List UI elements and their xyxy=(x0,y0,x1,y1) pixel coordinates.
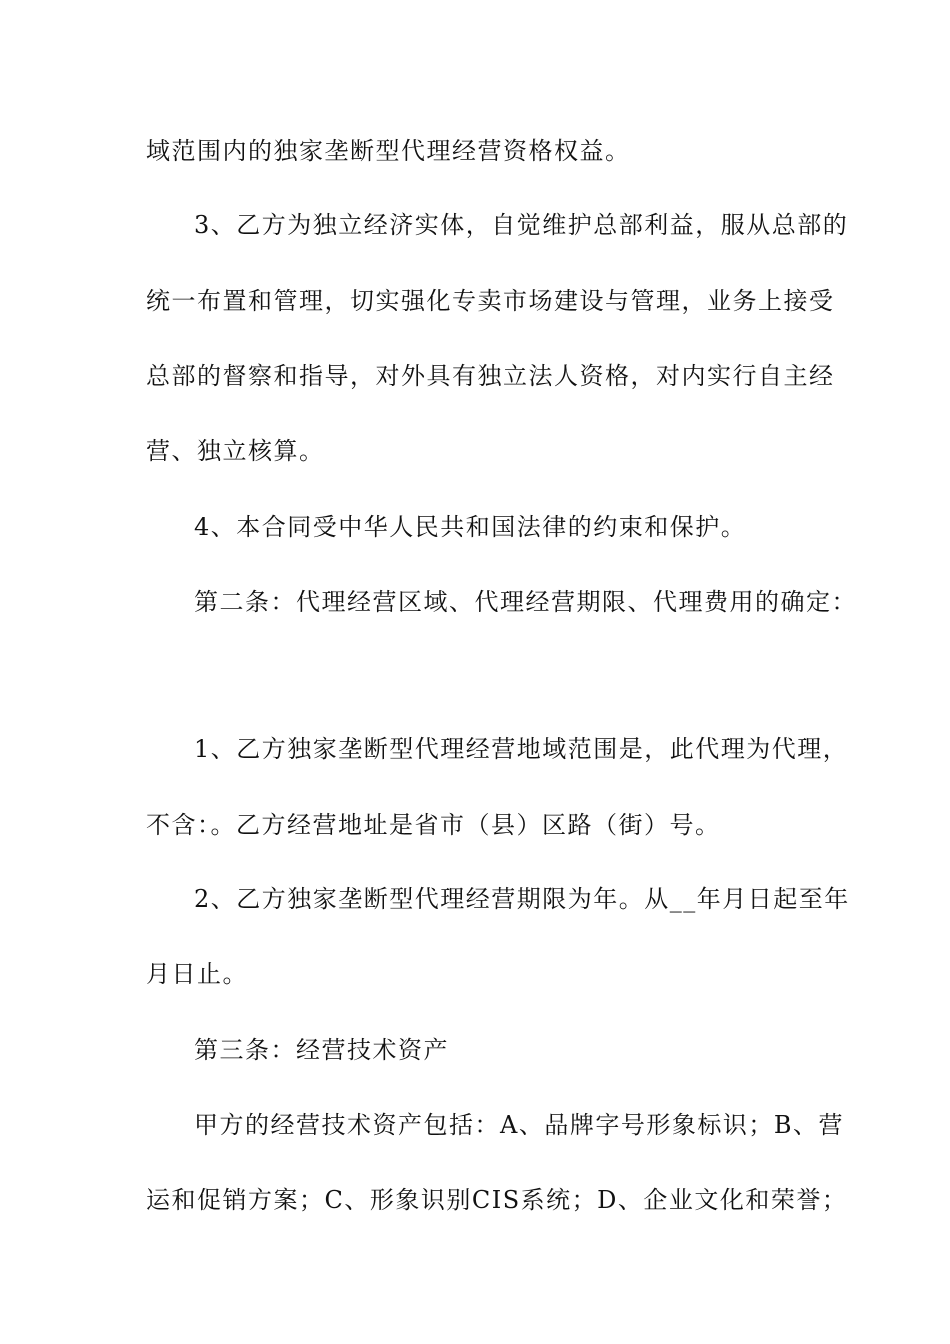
clause-3-line-3: 总部的督察和指导，对外具有独立法人资格，对内实行自主经 xyxy=(146,362,835,390)
clause-3-line-1: 3、乙方为独立经济实体，自觉维护总部利益，服从总部的 xyxy=(194,211,849,239)
article-2-item-1-line-2: 不含：。乙方经营地址是省市（县）区路（街）号。 xyxy=(146,811,721,839)
article-3-para-line-1: 甲方的经营技术资产包括：A、品牌字号形象标识；B、营 xyxy=(194,1111,844,1139)
text-line-1: 域范围内的独家垄断型代理经营资格权益。 xyxy=(146,137,631,165)
article-3-para-line-2: 运和促销方案；C、形象识别CIS系统；D、企业文化和荣誉； xyxy=(146,1186,848,1214)
article-2-item-1-line-1: 1、乙方独家垄断型代理经营地域范围是，此代理为代理， xyxy=(194,735,849,763)
article-2-item-2-line-1: 2、乙方独家垄断型代理经营期限为年。从__年月日起至年 xyxy=(194,885,850,913)
clause-3-line-4: 营、独立核算。 xyxy=(146,437,325,465)
clause-3-line-2: 统一布置和管理，切实强化专卖市场建设与管理，业务上接受 xyxy=(146,287,835,315)
article-2-item-2-line-2: 月日止。 xyxy=(146,960,248,988)
article-3-heading: 第三条：经营技术资产 xyxy=(194,1036,449,1064)
clause-4-line-1: 4、本合同受中华人民共和国法律的约束和保护。 xyxy=(194,513,747,541)
article-2-heading: 第二条：代理经营区域、代理经营期限、代理费用的确定： xyxy=(194,588,857,616)
